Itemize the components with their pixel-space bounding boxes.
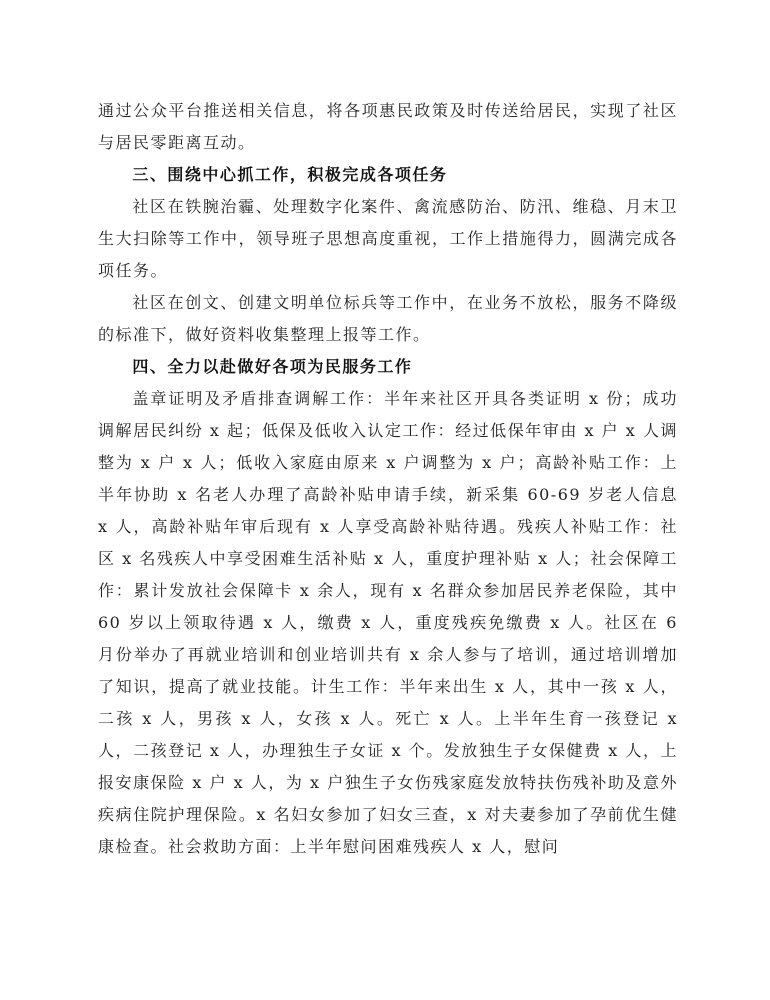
body-paragraph: 社区在铁腕治霾、处理数字化案件、禽流感防治、防汛、维稳、月末卫生大扫除等工作中，领导班子思想高度重视，工作上措施得力，圆满完成各项任务。 — [98, 197, 678, 280]
continuation-paragraph: 通过公众平台推送相关信息，将各项惠民政策及时传送给居民，实现了社区与居民零距离互动。 — [98, 101, 678, 152]
body-paragraph: 盖章证明及矛盾排查调解工作：半年来社区开具各类证明 x 份；成功调解居民纠纷 x 起；低保及低收入认定工作：经过低保年审由 x 户 x 人调整为 x 户 x 人；低收入家庭由原来 x 户调整为 x 户；高龄补贴工作：上半年协助 x 名老人办理了高龄补贴申请手续，新采集 60-69 岁老人信息 x 人，高龄补贴年审后现有 x 人享受高龄补贴待遇。残疾人补贴工作：社区 x 名残疾人中享受困难生活补贴 x 人，重度护理补贴 x 人；社会保障工作：累计发放社会保障卡 x 余人，现有 x 名群众参加居民养老保险，其中 60 岁以上领取待遇 x 人，缴费 x 人，重度残疾免缴费 x 人。社区在 6 月份举办了再就业培训和创业培训共有 x 余人参与了培训，通过培训增加了知识，提高了就业技能。计生工作：半年来出生 x 人，其中一孩 x 人，二孩 x 人，男孩 x 人，女孩 x 人。死亡 x 人。上半年生育一孩登记 x 人，二孩登记 x 人，办理独生子女证 x 个。发放独生子女保健费 x 人，上报安康保险 x 户 x 人，为 x 户独生子女伤残家庭发放特扶伤残补助及意外疾病住院护理保险。x 名妇女参加了妇女三查，x 对夫妻参加了孕前优生健康检查。社会救助方面：上半年慰问困难残疾人 x 人，慰问 — [98, 389, 678, 856]
section-heading-three: 三、围绕中心抓工作，积极完成各项任务 — [132, 165, 448, 184]
document-body — [98, 95, 678, 863]
body-paragraph: 社区在创文、创建文明单位标兵等工作中，在业务不放松，服务不降级的标准下，做好资料收集整理上报等工作。 — [98, 293, 678, 344]
section-heading-four: 四、全力以赴做好各项为民服务工作 — [132, 357, 413, 376]
